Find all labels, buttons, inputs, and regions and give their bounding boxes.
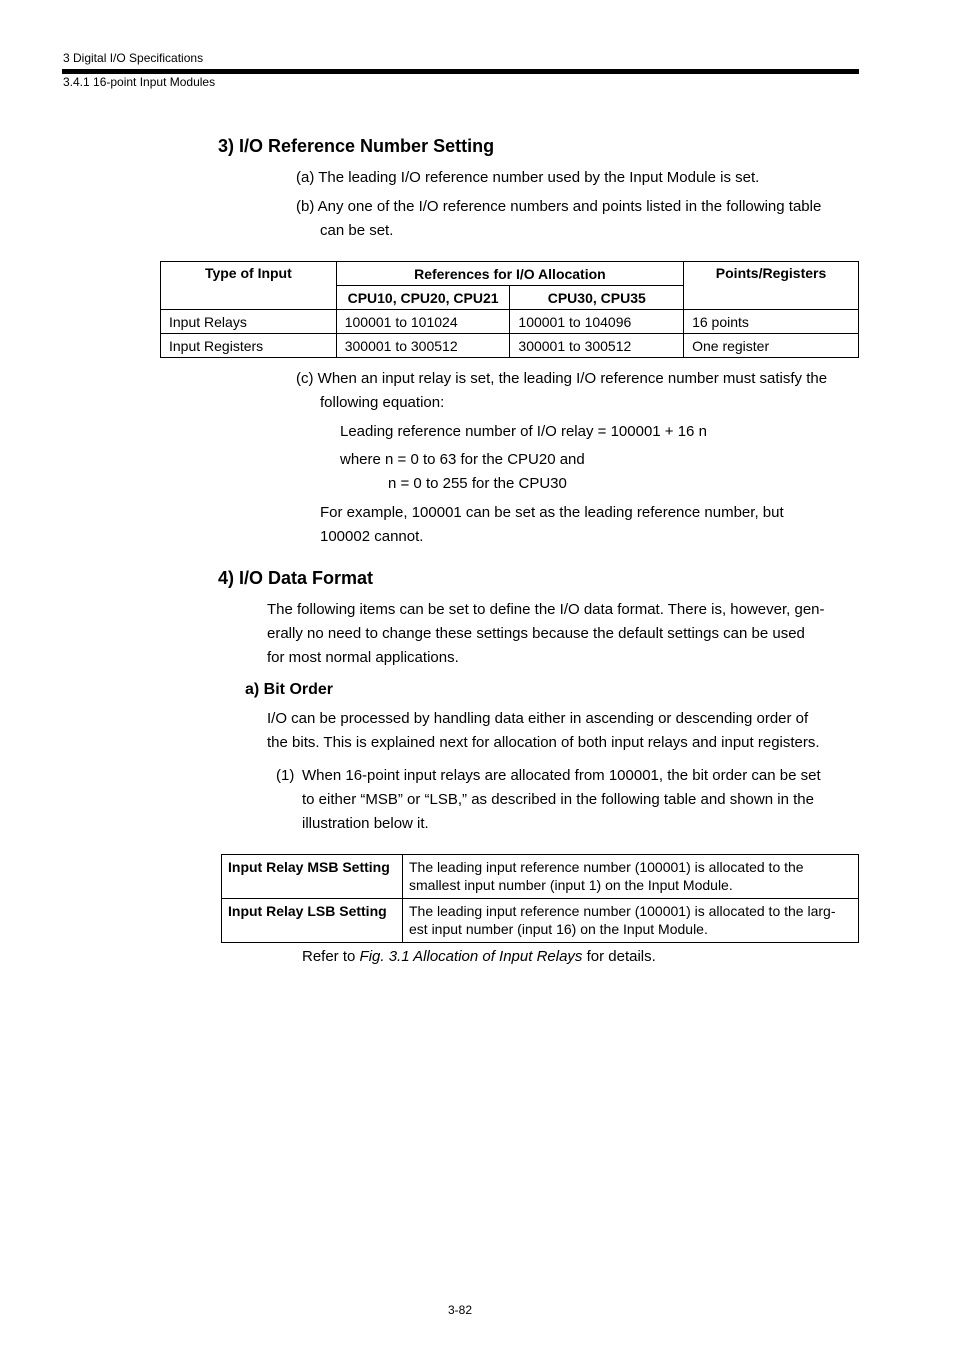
section-heading-4: 4) I/O Data Format xyxy=(218,568,374,588)
cell-points: 16 points xyxy=(684,310,859,334)
description-line: The leading input reference number (100001) is allocated to the xyxy=(409,859,804,875)
numbered-item-marker: (1) xyxy=(276,767,295,784)
section-heading-3: 3) I/O Reference Number Setting xyxy=(218,136,495,156)
cell-cpu2: 100001 to 104096 xyxy=(510,310,684,334)
reference-table xyxy=(160,261,859,358)
table-row xyxy=(161,334,859,358)
bit-order-table xyxy=(221,854,859,943)
para-line3: for most normal applications. xyxy=(267,649,459,666)
table-row xyxy=(161,310,859,334)
page-number: 3-82 xyxy=(448,1303,473,1317)
figure-reference: Fig. 3.1 Allocation of Input Relays xyxy=(359,948,583,965)
lsb-setting-label: Input Relay LSB Setting xyxy=(222,899,403,943)
description-line: est input number (input 16) on the Input Module. xyxy=(409,921,708,937)
table-row xyxy=(222,899,859,943)
refer-suffix: for details. xyxy=(582,948,656,965)
description-line: smallest input number (input 1) on the Input Module. xyxy=(409,877,733,893)
header-references: References for I/O Allocation xyxy=(336,262,683,286)
msb-setting-description xyxy=(403,855,859,899)
cell-points: One register xyxy=(684,334,859,358)
running-header-chapter: 3 Digital I/O Specifications xyxy=(63,51,204,65)
item-b-line2: can be set. xyxy=(320,222,394,239)
where-line2: n = 0 to 255 for the CPU30 xyxy=(388,475,567,492)
item-c-line2: following equation: xyxy=(320,394,445,411)
refer-prefix: Refer to xyxy=(302,948,360,965)
para-line2: erally no need to change these settings because the default settings can be used xyxy=(267,625,805,642)
where-line1: where n = 0 to 63 for the CPU20 and xyxy=(340,451,585,468)
header-rule xyxy=(62,69,859,74)
subheading-bit-order: a) Bit Order xyxy=(245,681,334,698)
cell-cpu1: 300001 to 300512 xyxy=(336,334,510,358)
cell-type: Input Relays xyxy=(161,310,337,334)
cell-type: Input Registers xyxy=(161,334,337,358)
para-line1: The following items can be set to define the I/O data format. There is, however, gen- xyxy=(267,601,825,618)
numbered-item-line3: illustration below it. xyxy=(302,815,429,832)
bit-order-line2: the bits. This is explained next for allocation of both input relays and input registers. xyxy=(267,734,820,751)
numbered-item-line2: to either “MSB” or “LSB,” as described in the following table and shown in the xyxy=(302,791,814,808)
equation: Leading reference number of I/O relay = 100001 + 16 n xyxy=(340,423,707,440)
lsb-setting-description xyxy=(403,899,859,943)
item-b-line1: (b) Any one of the I/O reference numbers and points listed in the following table xyxy=(296,198,822,215)
item-a: (a) The leading I/O reference number used by the Input Module is set. xyxy=(296,169,760,186)
description-line: The leading input reference number (100001) is allocated to the larg- xyxy=(409,903,836,919)
example-line1: For example, 100001 can be set as the leading reference number, but xyxy=(320,504,784,521)
table-row xyxy=(222,855,859,899)
cell-cpu2: 300001 to 300512 xyxy=(510,334,684,358)
header-type-of-input: Type of Input xyxy=(161,262,337,310)
item-c-line1: (c) When an input relay is set, the leading I/O reference number must satisfy the xyxy=(296,370,828,387)
running-header-section: 3.4.1 16-point Input Modules xyxy=(63,75,216,89)
header-cpu-group-1: CPU10, CPU20, CPU21 xyxy=(336,286,510,310)
refer-note xyxy=(302,945,656,969)
numbered-item-line1: When 16-point input relays are allocated from 100001, the bit order can be set xyxy=(302,767,821,784)
msb-setting-label: Input Relay MSB Setting xyxy=(222,855,403,899)
cell-cpu1: 100001 to 101024 xyxy=(336,310,510,334)
header-cpu-group-2: CPU30, CPU35 xyxy=(510,286,684,310)
bit-order-line1: I/O can be processed by handling data either in ascending or descending order of xyxy=(267,710,809,727)
example-line2: 100002 cannot. xyxy=(320,528,424,545)
header-points-registers: Points/Registers xyxy=(684,262,859,310)
